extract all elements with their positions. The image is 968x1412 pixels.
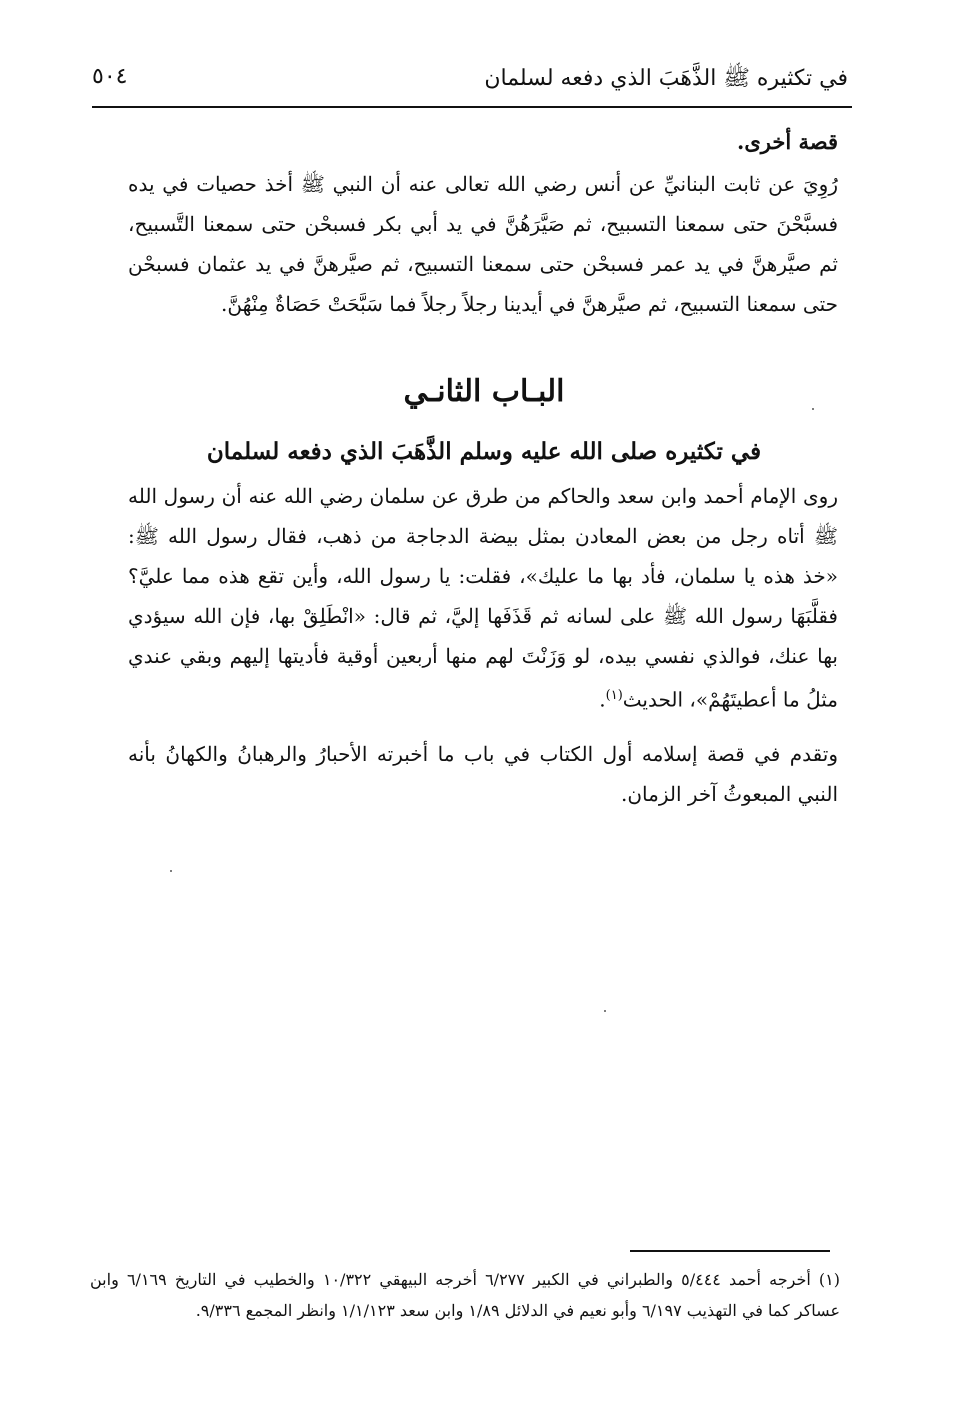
section-other-story bbox=[128, 120, 838, 324]
footnote-reference[interactable]: (١) bbox=[605, 688, 623, 703]
running-header bbox=[92, 64, 848, 104]
scan-speck bbox=[604, 1010, 606, 1012]
chapter-title: البـاب الثانـي bbox=[403, 374, 565, 409]
footnote: (١) أخرجه أحمد ٥/٤٤٤ والطبراني في الكبير ٦/٢٧٧ أخرجه البيهقي ١٠/٣٢٢ والخطيب في التاريخ ٦/١٦٩ وابن عساكر كما في التهذيب ٦/١٩٧ وأبو نعيم في الدلائل ١/٨٩ وابن سعد ١/١/١٢٣ وانظر المجمع ٩/٣٣٦. bbox=[90, 1270, 841, 1320]
paragraph-pebbles: رُوِيَ عن ثابت البنانيِّ عن أنس رضي الله تعالى عنه أن النبي ﷺ أخذ حصيات في يده فسبَّحْنَ حتى سمعنا التسبيح، ثم صَيَّرَهُنَّ في يد أبي بكر فسبحْن حتى سمعنا التَّسبيح، ثم صيَّرهنَّ في يد عمر فسبحْن حتى سمعنا التسبيح، ثم صيَّرهنَّ في يد عثمان فسبحْن حتى سمعنا التسبيح، ثم صيَّرهنَّ في أيدينا رجلاً رجلاً فما سَبَّحَتْ حَصَاةٌ مِنْهُنَّ. bbox=[128, 172, 839, 316]
running-title: في تكثيره ﷺ الذَّهَبَ الذي دفعه لسلمان bbox=[484, 66, 848, 91]
paragraph-end: . bbox=[599, 687, 606, 712]
header-rule bbox=[92, 106, 852, 108]
paragraph-text: روى الإمام أحمد وابن سعد والحاكم من طرق عن سلمان رضي الله عنه أن رسول الله ﷺ أتاه رجل من بعض المعادن بمثل بيضة الدجاجة من ذهب، فقال رسول الله ﷺ: «خذ هذه يا سلمان، فأد بها ما عليك»، فقلت: يا رسول الله، وأين تقع هذه مما عليَّ؟ فقلَّبَهَا رسول الله ﷺ على لسانه ثم قَذَفَها إليَّ، ثم قال: «انْطَلِقْ بها، فإن الله سيؤدي بها عنك، فوالذي نفسي بيده، لو وَزَنْتَ لهم منها أربعين أوقية فأديتها إليهم وبقي عندي مثلُ ما أعطيتَهُمْ»، الحديث bbox=[128, 484, 838, 712]
paragraph-salman-gold bbox=[128, 476, 838, 720]
footnote-separator bbox=[630, 1250, 830, 1252]
chapter-subtitle: في تكثيره صلى الله عليه وسلم الذَّهَبَ الذي دفعه لسلمان bbox=[206, 438, 762, 465]
scan-speck bbox=[812, 408, 814, 410]
paragraph-prophecy: وتقدم في قصة إسلامه أول الكتاب في باب ما أخبرته الأحبارُ والرهبانُ والكهانُ بأنه النبي المبعوثُ آخر الزمان. bbox=[128, 741, 838, 806]
section-heading: قصة أخرى. bbox=[737, 129, 838, 154]
page-number: ٥٠٤ bbox=[92, 64, 128, 89]
scan-speck bbox=[170, 870, 172, 872]
chapter-body bbox=[128, 476, 838, 814]
